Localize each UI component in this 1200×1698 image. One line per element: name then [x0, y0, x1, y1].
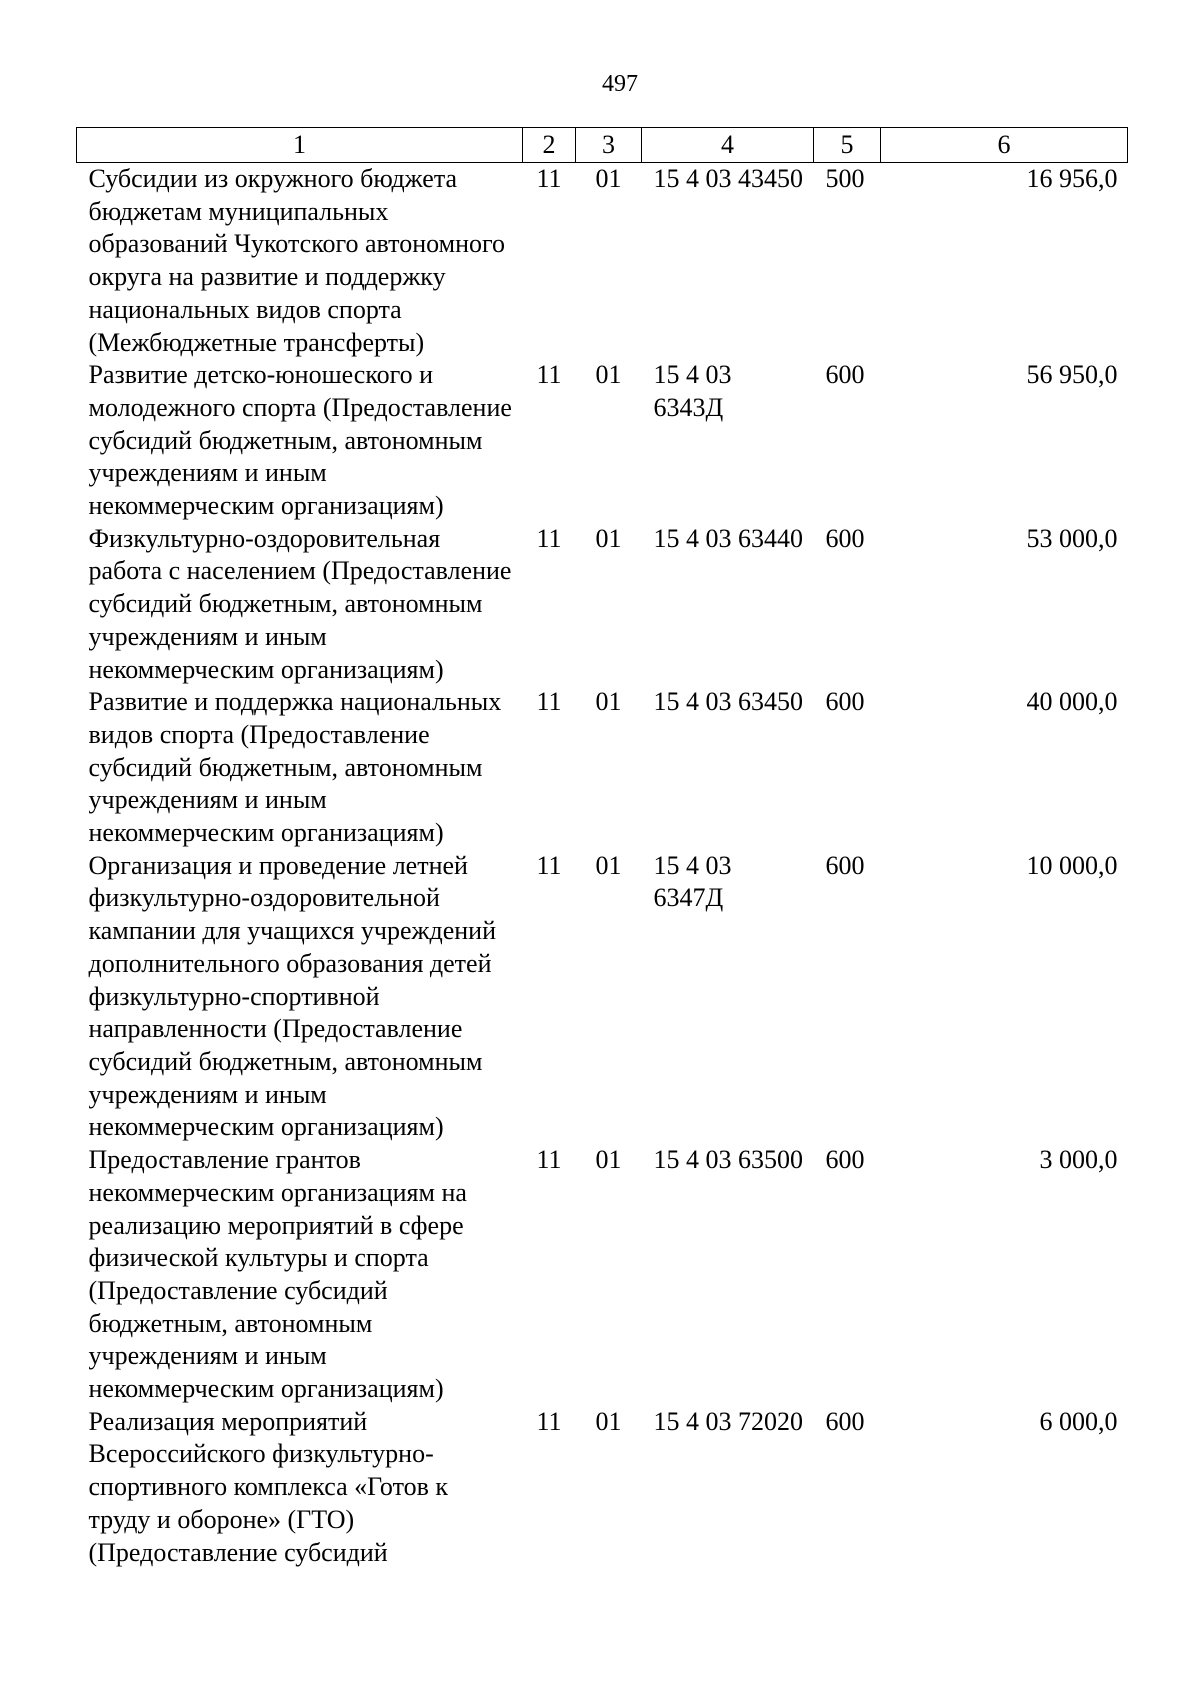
row-name-line: физкультурно-спортивной: [88, 981, 380, 1011]
row-name-line: некоммерческим организациям): [88, 654, 444, 684]
row-name-line: национальных видов спорта: [88, 294, 402, 324]
row-name-line: Реализация мероприятий: [88, 1406, 368, 1436]
page-number: 497: [602, 71, 638, 97]
subsection-code: 01: [595, 360, 622, 390]
row-name-line: бюджетным, автономным: [88, 1308, 373, 1338]
section-code: 11: [536, 1145, 562, 1175]
expense-type: 600: [825, 523, 865, 553]
row-name-line: учреждениям и иным: [88, 785, 327, 815]
subsection-code: 01: [595, 687, 622, 717]
expense-type: 500: [825, 164, 865, 193]
row-name-line: труду и обороне» (ГТО): [88, 1504, 355, 1534]
row-name-line: некоммерческим организациям на: [88, 1177, 467, 1207]
subsection-code: 01: [595, 1145, 622, 1175]
row-name-line: (Предоставление субсидий: [88, 1537, 388, 1567]
row-name-line: некоммерческим организациям): [88, 818, 444, 848]
row-name: [77, 523, 523, 687]
expense-type: 600: [825, 1145, 865, 1175]
amount: 3 000,0: [1039, 1145, 1118, 1175]
target-code: 15 4 03 72020: [653, 1406, 803, 1436]
header-col-5: 5: [814, 128, 881, 163]
row-name: [77, 1144, 523, 1406]
subsection-code: 01: [595, 164, 622, 193]
row-name-line: Физкультурно-оздоровительная: [88, 523, 441, 553]
row-name-line: (Межбюджетные трансферты): [88, 327, 425, 357]
table-row: [77, 523, 1128, 687]
row-name-line: спортивного комплекса «Готов к: [88, 1472, 449, 1502]
row-name-line: субсидий бюджетным, автономным: [88, 589, 483, 619]
table-row: [77, 1144, 1128, 1406]
header-col-2: 2: [523, 128, 576, 163]
row-name-line: физической культуры и спорта: [88, 1243, 429, 1273]
row-name-line: Предоставление грантов: [88, 1145, 361, 1175]
amount: 56 950,0: [1026, 360, 1118, 390]
row-name-line: Субсидии из окружного бюджета: [88, 164, 458, 193]
row-name-line: кампании для учащихся учреждений: [88, 916, 496, 946]
row-name-line: реализацию мероприятий в сфере: [88, 1210, 464, 1240]
expense-type: 600: [825, 687, 865, 717]
row-name-line: учреждениям и иным: [88, 1341, 327, 1371]
amount: 40 000,0: [1026, 687, 1118, 717]
row-name-line: учреждениям и иным: [88, 621, 327, 651]
row-name-line: направленности (Предоставление: [88, 1014, 463, 1044]
row-name-line: Развитие и поддержка национальных: [88, 687, 502, 717]
row-name-line: дополнительного образования детей: [88, 948, 492, 978]
row-name: [77, 359, 523, 523]
target-code: 15 4 03 43450: [653, 164, 803, 193]
row-name-line: некоммерческим организациям): [88, 491, 444, 521]
section-code: 11: [536, 687, 562, 717]
header-col-3: 3: [576, 128, 642, 163]
amount: 16 956,0: [1026, 164, 1118, 193]
header-col-4: 4: [642, 128, 814, 163]
section-code: 11: [536, 1406, 562, 1436]
header-row: [77, 128, 1128, 163]
row-name-line: Организация и проведение летней: [88, 850, 468, 880]
table-row: [77, 163, 1128, 360]
table-row: [77, 686, 1128, 850]
subsection-code: 01: [595, 523, 622, 553]
expense-type: 600: [825, 360, 865, 390]
table-row: [77, 1406, 1128, 1570]
row-name-line: Развитие детско-юношеского и: [88, 360, 434, 390]
row-name-line: некоммерческим организациям): [88, 1112, 444, 1142]
expense-type: 600: [825, 1406, 865, 1436]
row-name-line: некоммерческим организациям): [88, 1374, 444, 1404]
row-name-line: работа с населением (Предоставление: [88, 556, 512, 586]
row-name: [77, 686, 523, 850]
section-code: 11: [536, 164, 562, 193]
row-name-line: молодежного спорта (Предоставление: [88, 392, 512, 422]
target-code: 15 4 03 63450: [653, 687, 803, 717]
section-code: 11: [536, 360, 562, 390]
row-name: [77, 850, 523, 1144]
target-code: 15 4 03 63500: [653, 1145, 803, 1175]
row-name-line: образований Чукотского автономного: [88, 229, 506, 259]
subsection-code: 01: [595, 1406, 622, 1436]
row-name-line: бюджетам муниципальных: [88, 196, 389, 226]
amount: 6 000,0: [1039, 1406, 1118, 1436]
budget-table: [76, 127, 1128, 1569]
row-name-line: субсидий бюджетным, автономным: [88, 752, 483, 782]
row-name-line: субсидий бюджетным, автономным: [88, 1046, 483, 1076]
row-name-line: округа на развитие и поддержку: [88, 262, 446, 292]
table-body: [77, 163, 1128, 1570]
row-name-line: субсидий бюджетным, автономным: [88, 425, 483, 455]
target-code: 15 4 03 6343Д: [653, 360, 732, 422]
target-code: 15 4 03 63440: [653, 523, 803, 553]
row-name: [77, 1406, 523, 1570]
row-name: [77, 163, 523, 360]
expense-type: 600: [825, 850, 865, 880]
amount: 53 000,0: [1026, 523, 1118, 553]
row-name-line: (Предоставление субсидий: [88, 1275, 388, 1305]
header-col-6: 6: [881, 128, 1128, 163]
table-row: [77, 850, 1128, 1144]
subsection-code: 01: [595, 850, 622, 880]
row-name-line: учреждениям и иным: [88, 458, 327, 488]
row-name-line: видов спорта (Предоставление: [88, 719, 430, 749]
row-name-line: Всероссийского физкультурно-: [88, 1439, 434, 1469]
row-name-line: учреждениям и иным: [88, 1079, 327, 1109]
section-code: 11: [536, 523, 562, 553]
row-name-line: физкультурно-оздоровительной: [88, 883, 440, 913]
section-code: 11: [536, 850, 562, 880]
header-col-1: 1: [77, 128, 523, 163]
target-code: 15 4 03 6347Д: [653, 850, 732, 913]
table-row: [77, 359, 1128, 523]
amount: 10 000,0: [1026, 850, 1118, 880]
